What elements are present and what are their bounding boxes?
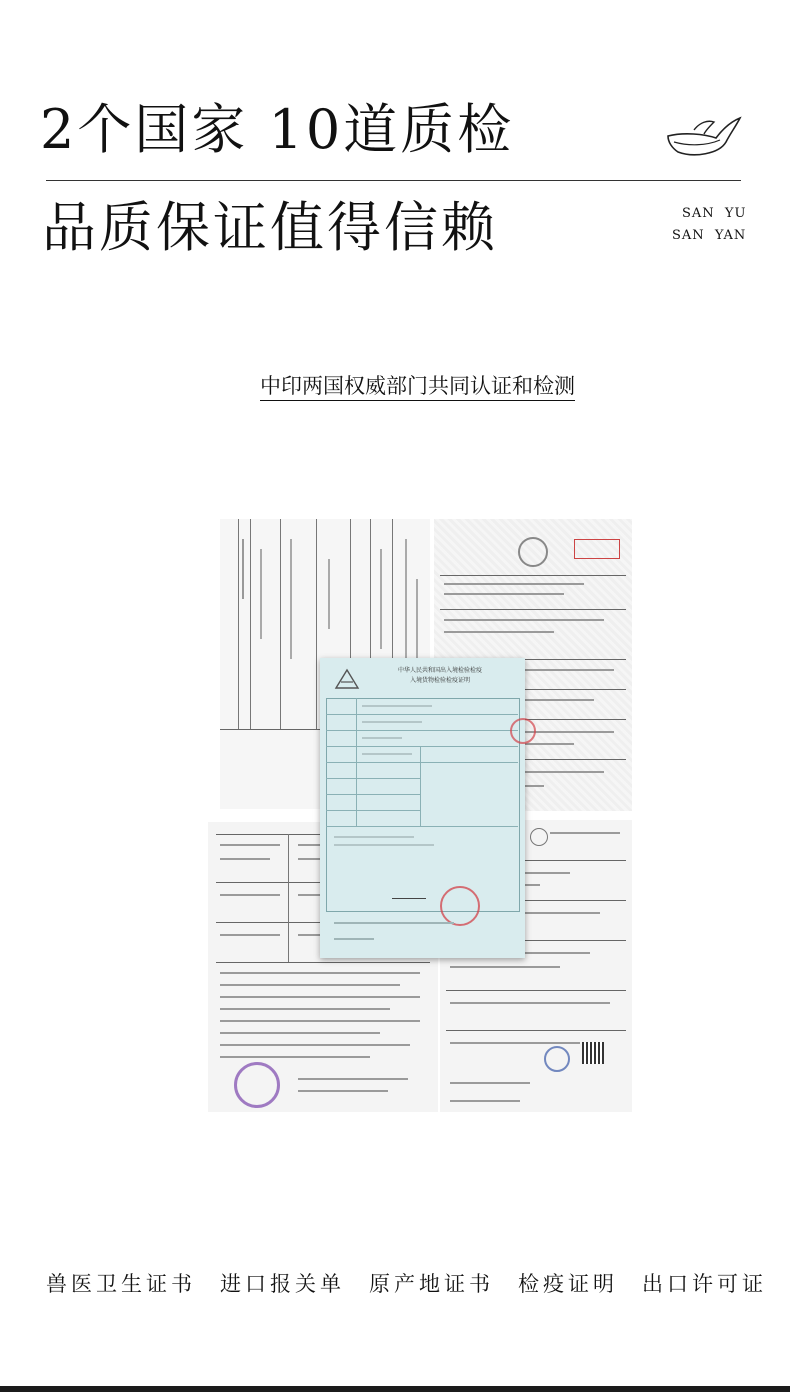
list-item: 进口报关单 [220, 1272, 345, 1296]
document-types-list [46, 1268, 767, 1298]
purple-stamp-icon [234, 1062, 280, 1108]
emblem-icon [530, 828, 548, 846]
seal-icon [518, 537, 548, 567]
list-item: 检疫证明 [518, 1272, 618, 1296]
subtitle-text: 中印两国权威部门共同认证和检测 [260, 374, 575, 401]
doc-title-line1: 中华人民共和国出入境检验检疫 [397, 667, 482, 674]
doc-title-line2: 入境货物检验检疫证明 [409, 677, 470, 684]
swallow-bird-icon [664, 112, 744, 162]
headline-line1: 2个国家 10道质检 [40, 98, 515, 161]
divider [46, 180, 741, 181]
list-item: 兽医卫生证书 [46, 1272, 196, 1296]
red-official-stamp [440, 886, 480, 926]
red-stamp-icon [510, 718, 536, 744]
inspection-certificate-doc [320, 658, 525, 958]
brand-name-line1: SAN YU [682, 206, 747, 221]
signature [392, 888, 426, 899]
blue-seal-icon [544, 1046, 570, 1072]
brand-name-line2: SAN YAN [672, 228, 747, 243]
subtitle [0, 370, 790, 400]
qr-code-icon [582, 1042, 604, 1064]
ciq-emblem-icon [334, 668, 360, 690]
list-item: 出口许可证 [642, 1272, 767, 1296]
list-item: 原产地证书 [369, 1272, 494, 1296]
bottom-strip [0, 1386, 790, 1392]
headline-line2: 品质保证值得信赖 [42, 196, 498, 259]
